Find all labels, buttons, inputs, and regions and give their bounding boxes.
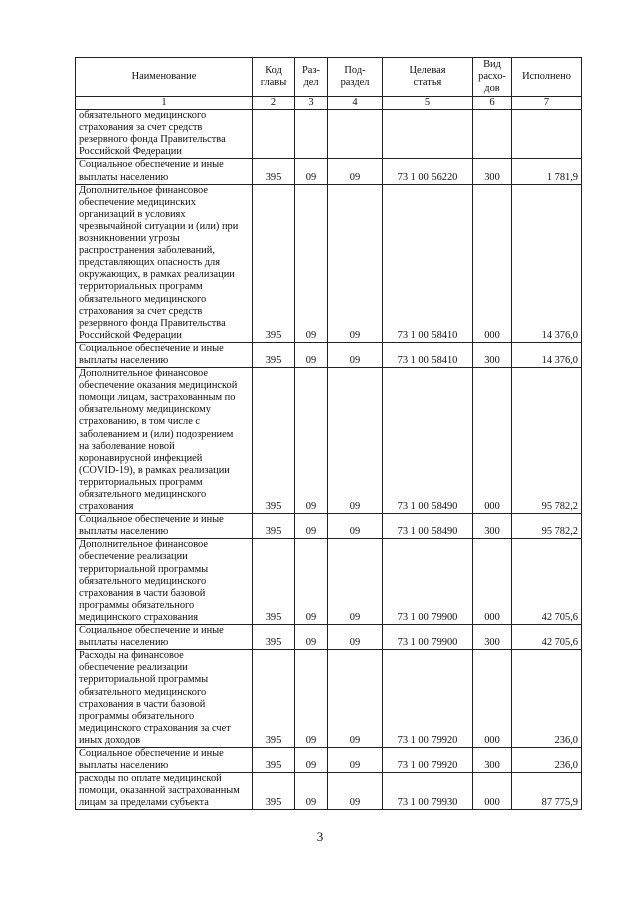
cell-name-line: Дополнительное финансовое — [79, 539, 208, 551]
cell-kind: 300 — [473, 514, 512, 539]
cell-name-line: обязательного медицинского — [79, 293, 207, 305]
cell-name-line: лицам за пределами субъекта — [79, 797, 209, 809]
cell-section: 09 — [295, 514, 328, 539]
cell-code: 395 — [253, 184, 295, 342]
column-number: 7 — [512, 97, 582, 110]
cell-code: 395 — [253, 747, 295, 772]
cell-name-line: выплаты населению — [79, 760, 169, 772]
cell-target: 73 1 00 79900 — [383, 539, 473, 625]
table-row — [76, 514, 582, 539]
cell-subsection — [328, 110, 383, 159]
table-row — [76, 539, 582, 625]
cell-target: 73 1 00 58490 — [383, 368, 473, 514]
header-executed: Исполнено — [512, 58, 582, 97]
cell-name-line: выплаты населению — [79, 354, 169, 366]
cell-name-line: Дополнительное финансовое — [79, 184, 208, 196]
cell-name-line: обязательного медицинского — [79, 686, 207, 698]
cell-kind: 000 — [473, 773, 512, 810]
cell-name-line: окружающих, в рамках реализации — [79, 269, 235, 281]
table-row — [76, 773, 582, 810]
cell-code: 395 — [253, 514, 295, 539]
cell-subsection: 09 — [328, 773, 383, 810]
cell-name-line: обязательного медицинского — [79, 575, 207, 587]
header-code: Код главы — [253, 58, 295, 97]
cell-subsection: 09 — [328, 342, 383, 367]
cell-name-line: помощи лицам, застрахованным по — [79, 392, 236, 404]
cell-name — [76, 625, 253, 650]
cell-name-line: обязательного медицинского — [79, 489, 207, 500]
cell-name-line: расходы по оплате медицинской — [79, 773, 222, 785]
cell-name — [76, 747, 253, 772]
cell-target: 73 1 00 58490 — [383, 514, 473, 539]
column-number: 2 — [253, 97, 295, 110]
cell-name-line: иных доходов — [79, 734, 141, 746]
table-row — [76, 625, 582, 650]
cell-code: 395 — [253, 650, 295, 748]
cell-name-line: Социальное обеспечение и иные — [79, 159, 224, 171]
cell-name-line: (COVID-19), в рамках реализации — [79, 464, 230, 476]
column-number: 6 — [473, 97, 512, 110]
cell-name-line: Социальное обеспечение и иные — [79, 747, 224, 759]
cell-name-line: обеспечение реализации — [79, 551, 188, 563]
cell-section: 09 — [295, 747, 328, 772]
cell-code: 395 — [253, 773, 295, 810]
cell-kind: 300 — [473, 342, 512, 367]
cell-name — [76, 368, 253, 514]
cell-kind: 300 — [473, 747, 512, 772]
cell-subsection: 09 — [328, 159, 383, 184]
cell-name-line: Российской Федерации — [79, 146, 182, 158]
cell-name-line: территориальных программ — [79, 281, 203, 293]
cell-code: 395 — [253, 539, 295, 625]
cell-target — [383, 110, 473, 159]
header-section: Раз- дел — [295, 58, 328, 97]
table-body — [76, 110, 582, 810]
cell-name-line: обязательному медицинскому — [79, 404, 211, 416]
cell-name-line: выплаты населению — [79, 526, 169, 538]
table-row — [76, 159, 582, 184]
budget-table — [75, 57, 582, 810]
cell-code: 395 — [253, 625, 295, 650]
cell-name-line: Расходы на финансовое — [79, 650, 184, 662]
cell-name-line: резервного фонда Правительства — [79, 317, 226, 329]
cell-section: 09 — [295, 650, 328, 748]
cell-name-line: страхования за счет средств — [79, 305, 203, 317]
cell-section: 09 — [295, 539, 328, 625]
cell-name-line: территориальных программ — [79, 476, 203, 488]
cell-section: 09 — [295, 184, 328, 342]
cell-name-line: представляющих опасность для — [79, 257, 220, 269]
cell-name — [76, 110, 253, 159]
cell-target: 73 1 00 79920 — [383, 650, 473, 748]
cell-target: 73 1 00 56220 — [383, 159, 473, 184]
cell-kind — [473, 110, 512, 159]
cell-name-line: программы обязательного — [79, 710, 195, 722]
cell-executed: 42 705,6 — [512, 625, 582, 650]
cell-name — [76, 773, 253, 810]
column-number: 4 — [328, 97, 383, 110]
cell-name-line: возникновении угрозы — [79, 233, 180, 245]
cell-name-line: страхования в части базовой — [79, 587, 206, 599]
table-row — [76, 342, 582, 367]
cell-code: 395 — [253, 342, 295, 367]
cell-name-line: распространения заболеваний, — [79, 245, 215, 257]
cell-code: 395 — [253, 159, 295, 184]
cell-executed: 1 781,9 — [512, 159, 582, 184]
cell-subsection: 09 — [328, 368, 383, 514]
cell-section: 09 — [295, 342, 328, 367]
cell-executed: 14 376,0 — [512, 342, 582, 367]
cell-kind: 000 — [473, 184, 512, 342]
cell-kind: 000 — [473, 368, 512, 514]
cell-section: 09 — [295, 625, 328, 650]
table-row — [76, 110, 582, 159]
header-name: Наименование — [76, 58, 253, 97]
cell-executed: 236,0 — [512, 650, 582, 748]
cell-name — [76, 539, 253, 625]
cell-name-line: чрезвычайной ситуации и (или) при — [79, 220, 239, 232]
cell-executed — [512, 110, 582, 159]
cell-name-line: медицинского страхования за счет — [79, 722, 231, 734]
cell-subsection: 09 — [328, 539, 383, 625]
cell-subsection: 09 — [328, 514, 383, 539]
cell-name — [76, 514, 253, 539]
cell-name-line: заболеванием и (или) подозрением — [79, 428, 234, 440]
cell-name-line: Российской Федерации — [79, 329, 182, 341]
cell-name-line: медицинского страхования — [79, 611, 199, 623]
cell-name-line: резервного фонда Правительства — [79, 134, 226, 146]
cell-name-line: коронавирусной инфекцией — [79, 452, 203, 464]
table-row — [76, 368, 582, 514]
column-number: 5 — [383, 97, 473, 110]
cell-kind: 000 — [473, 650, 512, 748]
cell-executed: 236,0 — [512, 747, 582, 772]
cell-section: 09 — [295, 159, 328, 184]
cell-subsection: 09 — [328, 625, 383, 650]
table-row — [76, 184, 582, 342]
cell-subsection: 09 — [328, 650, 383, 748]
column-number-row — [76, 97, 582, 110]
table-row — [76, 747, 582, 772]
cell-name-line: организаций в условиях — [79, 208, 186, 220]
cell-subsection: 09 — [328, 747, 383, 772]
cell-kind: 300 — [473, 625, 512, 650]
cell-name — [76, 184, 253, 342]
header-target: Целевая статья — [383, 58, 473, 97]
cell-executed: 42 705,6 — [512, 539, 582, 625]
cell-name-line: Дополнительное финансовое — [79, 368, 208, 380]
cell-section: 09 — [295, 368, 328, 514]
column-number: 3 — [295, 97, 328, 110]
cell-executed: 95 782,2 — [512, 368, 582, 514]
cell-name-line: страхования за счет средств — [79, 122, 203, 134]
cell-executed: 87 775,9 — [512, 773, 582, 810]
cell-target: 73 1 00 79930 — [383, 773, 473, 810]
cell-name-line: территориальной программы — [79, 563, 209, 575]
cell-target: 73 1 00 79920 — [383, 747, 473, 772]
cell-name-line: обеспечение оказания медицинской — [79, 380, 238, 392]
cell-name — [76, 159, 253, 184]
cell-name-line: обеспечение реализации — [79, 662, 188, 674]
cell-subsection: 09 — [328, 184, 383, 342]
cell-kind: 000 — [473, 539, 512, 625]
cell-name-line: Социальное обеспечение и иные — [79, 514, 224, 526]
cell-name-line: страхованию, в том числе с — [79, 416, 201, 428]
cell-name-line: выплаты населению — [79, 637, 169, 649]
cell-name-line: территориальной программы — [79, 674, 209, 686]
cell-executed: 95 782,2 — [512, 514, 582, 539]
cell-name-line: Социальное обеспечение и иные — [79, 342, 224, 354]
page-number: 3 — [316, 829, 324, 844]
cell-target: 73 1 00 58410 — [383, 342, 473, 367]
cell-name — [76, 342, 253, 367]
cell-code: 395 — [253, 368, 295, 514]
cell-section — [295, 110, 328, 159]
column-number: 1 — [76, 97, 253, 110]
cell-kind: 300 — [473, 159, 512, 184]
cell-section: 09 — [295, 773, 328, 810]
cell-name-line: помощи, оказанной застрахованным — [79, 785, 240, 797]
cell-name-line: на заболевание новой — [79, 440, 175, 452]
cell-name-line: Социальное обеспечение и иные — [79, 625, 224, 637]
cell-code — [253, 110, 295, 159]
cell-executed: 14 376,0 — [512, 184, 582, 342]
cell-name-line: страхования в части базовой — [79, 698, 206, 710]
cell-name-line: страхования — [79, 501, 134, 513]
cell-name — [76, 650, 253, 748]
cell-target: 73 1 00 58410 — [383, 184, 473, 342]
cell-target: 73 1 00 79900 — [383, 625, 473, 650]
header-subsection: Под- раздел — [328, 58, 383, 97]
header-row — [76, 58, 582, 97]
header-kind: Вид расхо- дов — [473, 58, 512, 97]
table-row — [76, 650, 582, 748]
cell-name-line: обеспечение медицинских — [79, 196, 196, 208]
cell-name-line: обязательного медицинского — [79, 110, 207, 122]
cell-name-line: выплаты населению — [79, 171, 169, 183]
cell-name-line: программы обязательного — [79, 599, 195, 611]
